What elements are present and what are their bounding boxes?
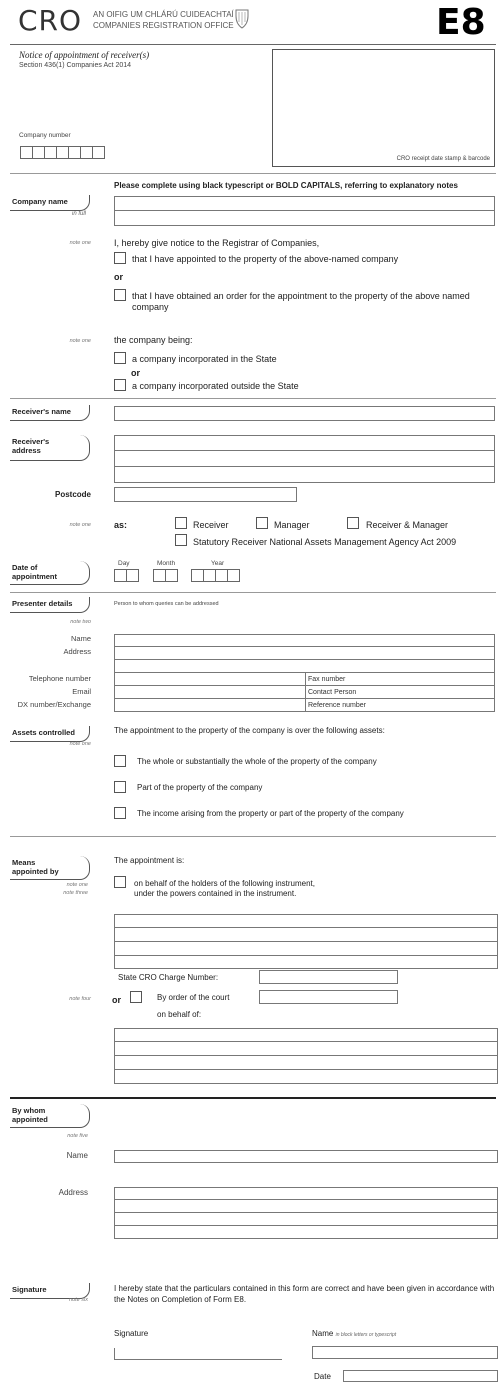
receiver-name-label-tab [10,405,90,421]
divider [10,173,496,174]
date-label: Date of appointment [12,563,57,581]
sig-label: Signature [114,1329,149,1338]
role-receiver-manager-checkbox[interactable] [347,517,359,529]
incorporated-outside-checkbox[interactable] [114,379,126,391]
note-one: note one [69,338,91,344]
divider [10,398,496,399]
postcode-field[interactable] [114,487,297,502]
court-line2: on behalf of: [157,1010,202,1019]
receiver-address-label: Receiver's address [12,437,50,455]
signature-label: Signature [12,1285,47,1294]
signature-date-field[interactable] [343,1370,498,1382]
divider [10,836,496,837]
contact-label: Contact Person [308,689,357,696]
note-four: note four [69,996,91,1002]
incorporated-outside-option: a company incorporated outside the State [132,381,299,391]
note-three: note three [63,890,88,896]
note-one: note one [69,741,91,747]
instrument-checkbox[interactable] [114,876,126,888]
role-receiver-checkbox[interactable] [175,517,187,529]
day-input[interactable] [114,569,138,582]
harp-icon [234,8,250,30]
note-two: note two [70,619,91,625]
by-whom-address-field[interactable] [114,1187,498,1239]
court-checkbox[interactable] [130,991,142,1003]
instrument-option-line2: under the powers contained in the instrument. [134,889,297,898]
note-one: note one [69,522,91,528]
presenter-name-label: Name [70,634,91,643]
as-label: as: [114,520,128,530]
email-label: Email [72,687,91,696]
cro-english-name: COMPANIES REGISTRATION OFFICE [93,21,234,30]
assets-label: Assets controlled [12,728,75,737]
presenter-address-label: Address [63,647,91,656]
means-intro: The appointment is: [114,856,185,865]
year-input[interactable] [191,569,239,582]
instrument-option-line1: on behalf of the holders of the following instrument, [134,879,315,888]
court-order-checkbox[interactable] [114,289,126,301]
means-label: Means appointed by [12,858,59,876]
month-input[interactable] [153,569,177,582]
or-label: or [131,368,140,378]
signature-field[interactable] [114,1348,282,1360]
receipt-stamp-box [272,49,495,167]
reference-label: Reference number [308,702,366,709]
header-rule [10,44,496,45]
form-title: Notice of appointment of receiver(s) [19,50,150,60]
instrument-field[interactable] [114,914,498,969]
incorporated-state-option: a company incorporated in the State [132,354,277,364]
name-hint: in block letters or typescript [335,1332,397,1338]
month-label: Month [157,560,176,567]
form-code: E8 [436,2,486,43]
in-full-note: in full [72,211,87,217]
company-name-label-tab [10,195,90,211]
role-statutory-checkbox[interactable] [175,534,187,546]
court-field[interactable] [259,990,398,1004]
receiver-address-field[interactable] [114,435,495,483]
assets-whole-option: The whole or substantially the whole of the property of the company [137,757,377,766]
stamp-label: CRO receipt date stamp & barcode [396,156,490,162]
company-number-label: Company number [19,132,71,139]
by-whom-label-tab [10,1104,90,1128]
day-label: Day [118,560,130,567]
court-order-option: that I have obtained an order for the appointment to the property of the above named company [132,291,470,312]
assets-intro: The appointment to the property of the company is over the following assets: [114,726,385,735]
by-whom-address-label: Address [58,1188,88,1197]
receiver-name-label: Receiver's name [12,407,71,416]
presenter-split [305,673,306,712]
signature-statement: I hereby state that the particulars contained in this form are correct and have been given in accordance with the Notes on Completion of Form E8. [114,1284,495,1304]
role-receiver-label: Receiver [193,520,229,530]
company-name-field[interactable] [114,196,495,226]
court-line1: By order of the court [157,993,230,1002]
date-label-tab [10,561,90,585]
charge-number-label: State CRO Charge Number: [118,973,219,982]
assets-part-option: Part of the property of the company [137,783,263,792]
divider [10,592,496,593]
notice-intro: I, hereby give notice to the Registrar of Companies, [114,238,320,248]
dx-label: DX number/Exchange [17,700,91,709]
assets-part-checkbox[interactable] [114,781,126,793]
receiver-address-label-tab [10,435,90,461]
appointed-option: that I have appointed to the property of the above-named company [132,254,399,264]
note-one: note one [66,882,88,888]
by-whom-name-label: Name [66,1151,88,1160]
by-whom-label: By whom appointed [12,1106,48,1124]
presenter-label-tab [10,597,90,613]
telephone-label: Telephone number [28,674,91,683]
assets-label-tab [10,726,90,742]
year-label: Year [211,560,225,567]
instructions: Please complete using black typescript or BOLD CAPITALS, referring to explanatory notes [114,181,458,190]
by-whom-name-field[interactable] [114,1150,498,1163]
name-label: Name in block letters or typescript [312,1329,397,1338]
appointed-checkbox[interactable] [114,252,126,264]
postcode-label: Postcode [54,490,91,499]
form-section: Section 436(1) Companies Act 2014 [19,62,132,69]
court-behalf-field[interactable] [114,1028,498,1084]
means-label-tab [10,856,90,880]
signatory-name-field[interactable] [312,1346,498,1359]
presenter-sub: Person to whom queries can be addressed [114,601,219,607]
or-label: or [114,272,123,282]
role-manager-checkbox[interactable] [256,517,268,529]
date-sign-label: Date [314,1372,331,1381]
company-number-input[interactable] [20,146,104,159]
or-label: or [112,995,121,1005]
company-being-intro: the company being: [114,335,193,345]
cro-irish-name: AN OIFIG UM CHLÁRÚ CUIDEACHTAÍ [93,10,234,19]
cro-logo: CRO [18,4,83,37]
assets-income-checkbox[interactable] [114,807,126,819]
role-receiver-manager-label: Receiver & Manager [366,520,449,530]
presenter-label: Presenter details [12,599,73,608]
charge-number-field[interactable] [259,970,398,984]
company-name-label: Company name [12,197,68,206]
note-five: note five [67,1133,88,1139]
assets-whole-checkbox[interactable] [114,755,126,767]
section-rule [10,1097,496,1099]
fax-label: Fax number [308,676,346,683]
receiver-name-field[interactable] [114,406,495,421]
assets-income-option: The income arising from the property or part of the property of the company [137,809,404,818]
role-manager-label: Manager [274,520,310,530]
role-statutory-label: Statutory Receiver National Assets Management Agency Act 2009 [193,537,457,547]
note-one: note one [69,240,91,246]
note-six: note six [69,1297,88,1303]
incorporated-state-checkbox[interactable] [114,352,126,364]
